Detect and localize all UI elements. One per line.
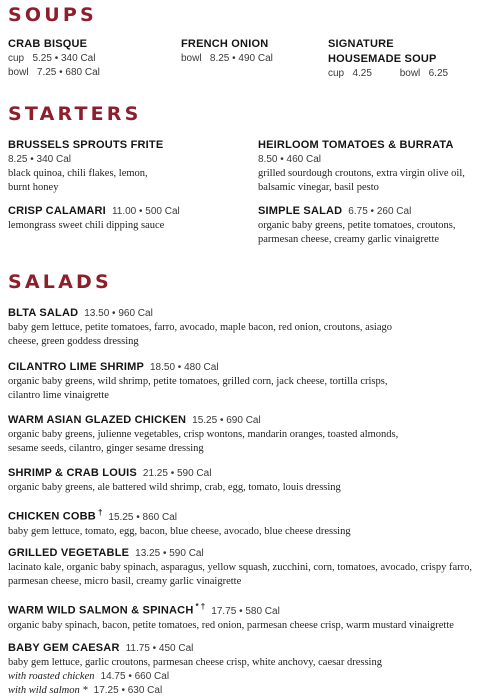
item-name: CHICKEN COBB (8, 510, 96, 523)
item-price: 21.25 • 590 Cal (142, 468, 212, 479)
item-name: SHRIMP & CRAB LOUIS (8, 467, 137, 479)
item-name: CRAB BISQUE (8, 38, 88, 50)
item-description: grilled sourdough croutons, extra virgin olive oil, balsamic vinegar, basil pesto (258, 168, 465, 193)
item-description: baby gem lettuce, petite tomatoes, farro, avocado, maple bacon, red onion, croutons, asiago cheese, green goddess dressing (8, 322, 392, 347)
item-price: 8.25 • 340 Cal (8, 154, 71, 165)
item-name: CILANTRO LIME SHRIMP (8, 361, 144, 373)
menu-item-crisp-calamari (8, 204, 248, 233)
item-variant-salmon (8, 684, 486, 698)
menu-item-cilantro-lime-shrimp (8, 360, 388, 403)
item-name: WARM WILD SALMON & SPINACH (8, 604, 194, 617)
item-description: organic baby greens, ale battered wild shrimp, crab, egg, tomato, louis dressing (8, 482, 341, 493)
section-title-starters: STARTERS (8, 103, 142, 125)
item-name: BABY GEM CAESAR (8, 642, 120, 654)
menu-item-crab-bisque (8, 37, 100, 80)
item-price: 13.50 • 960 Cal (84, 308, 153, 319)
item-name: CRISP CALAMARI (8, 205, 106, 217)
menu-item-signature-soup (328, 37, 448, 81)
variant-label: with wild salmon * (8, 685, 88, 696)
menu-item-warm-wild-salmon (8, 600, 486, 633)
item-price-bowl: bowl 7.25 • 680 Cal (8, 67, 100, 78)
item-price: 11.75 • 450 Cal (125, 643, 194, 654)
menu-item-french-onion (181, 37, 273, 66)
item-price: 15.25 • 860 Cal (108, 511, 177, 523)
item-price: 6.75 • 260 Cal (348, 206, 412, 217)
item-description: organic baby greens, wild shrimp, petite tomatoes, grilled corn, jack cheese, tortilla crisps, cilantro lime vinaigrette (8, 376, 388, 401)
item-price: cup 4.25 bowl 6.25 (328, 68, 449, 79)
menu-item-shrimp-crab-louis (8, 466, 428, 495)
item-description: lacinato kale, organic baby spinach, asparagus, yellow squash, zucchini, corn, tomatoes, avocado, crispy farro, parmesan cheese, micro basil, creamy garlic vinaigrette (8, 562, 472, 587)
item-description: baby gem lettuce, garlic croutons, parmesan cheese crisp, white anchovy, caesar dressing (8, 657, 382, 668)
item-name-line2: HOUSEMADE SOUP (328, 53, 437, 65)
menu-item-baby-gem-caesar (8, 641, 486, 698)
item-price: 15.25 • 690 Cal (192, 415, 261, 426)
item-description: organic baby spinach, bacon, petite tomatoes, red onion, parmesan cheese crisp, warm mustard vinaigrette (8, 619, 454, 631)
menu-item-blta-salad (8, 306, 423, 349)
variant-label: with roasted chicken (8, 671, 95, 682)
item-price: 18.50 • 480 Cal (150, 362, 219, 373)
item-price: 13.25 • 590 Cal (135, 548, 204, 559)
item-name: SIMPLE SALAD (258, 205, 343, 217)
item-name: BLTA SALAD (8, 307, 79, 319)
section-title-salads: SALADS (8, 271, 112, 293)
menu-item-grilled-vegetable (8, 546, 486, 589)
menu-item-chicken-cobb (8, 506, 428, 539)
menu-item-heirloom-tomatoes (258, 138, 483, 195)
item-description: black quinoa, chili flakes, lemon, burnt honey (8, 168, 148, 193)
variant-price: 14.75 • 660 Cal (100, 671, 170, 682)
item-mark: † (97, 508, 103, 517)
item-price: 11.00 • 500 Cal (111, 206, 180, 217)
item-name: WARM ASIAN GLAZED CHICKEN (8, 414, 187, 426)
item-name-line1: SIGNATURE (328, 38, 394, 50)
item-variant-chicken (8, 670, 486, 684)
item-description: organic baby greens, petite tomatoes, croutons, parmesan cheese, creamy garlic vinaigrette (258, 220, 456, 245)
menu-item-brussels-sprouts (8, 138, 168, 195)
variant-price: 17.25 • 630 Cal (93, 685, 163, 696)
item-description: baby gem lettuce, tomato, egg, bacon, blue cheese, avocado, blue cheese dressing (8, 525, 351, 537)
item-price: 17.75 • 580 Cal (211, 605, 280, 617)
menu-item-simple-salad (258, 204, 488, 247)
item-name: BRUSSELS SPROUTS FRITE (8, 139, 164, 151)
menu-item-warm-asian-glazed-chicken (8, 413, 403, 456)
item-name: HEIRLOOM TOMATOES & BURRATA (258, 139, 454, 151)
item-mark: * † (195, 602, 206, 611)
item-price-cup: cup 5.25 • 340 Cal (8, 53, 96, 64)
item-description: lemongrass sweet chili dipping sauce (8, 220, 165, 231)
item-name: FRENCH ONION (181, 38, 269, 50)
item-price: 8.50 • 460 Cal (258, 154, 321, 165)
item-name: GRILLED VEGETABLE (8, 547, 130, 559)
item-price-bowl: bowl 8.25 • 490 Cal (181, 53, 273, 64)
item-description: organic baby greens, julienne vegetables, crisp wontons, mandarin oranges, toasted almonds, sesame seeds, cilantro, ginger sesame dressing (8, 429, 399, 454)
section-title-soups: SOUPS (8, 4, 97, 26)
